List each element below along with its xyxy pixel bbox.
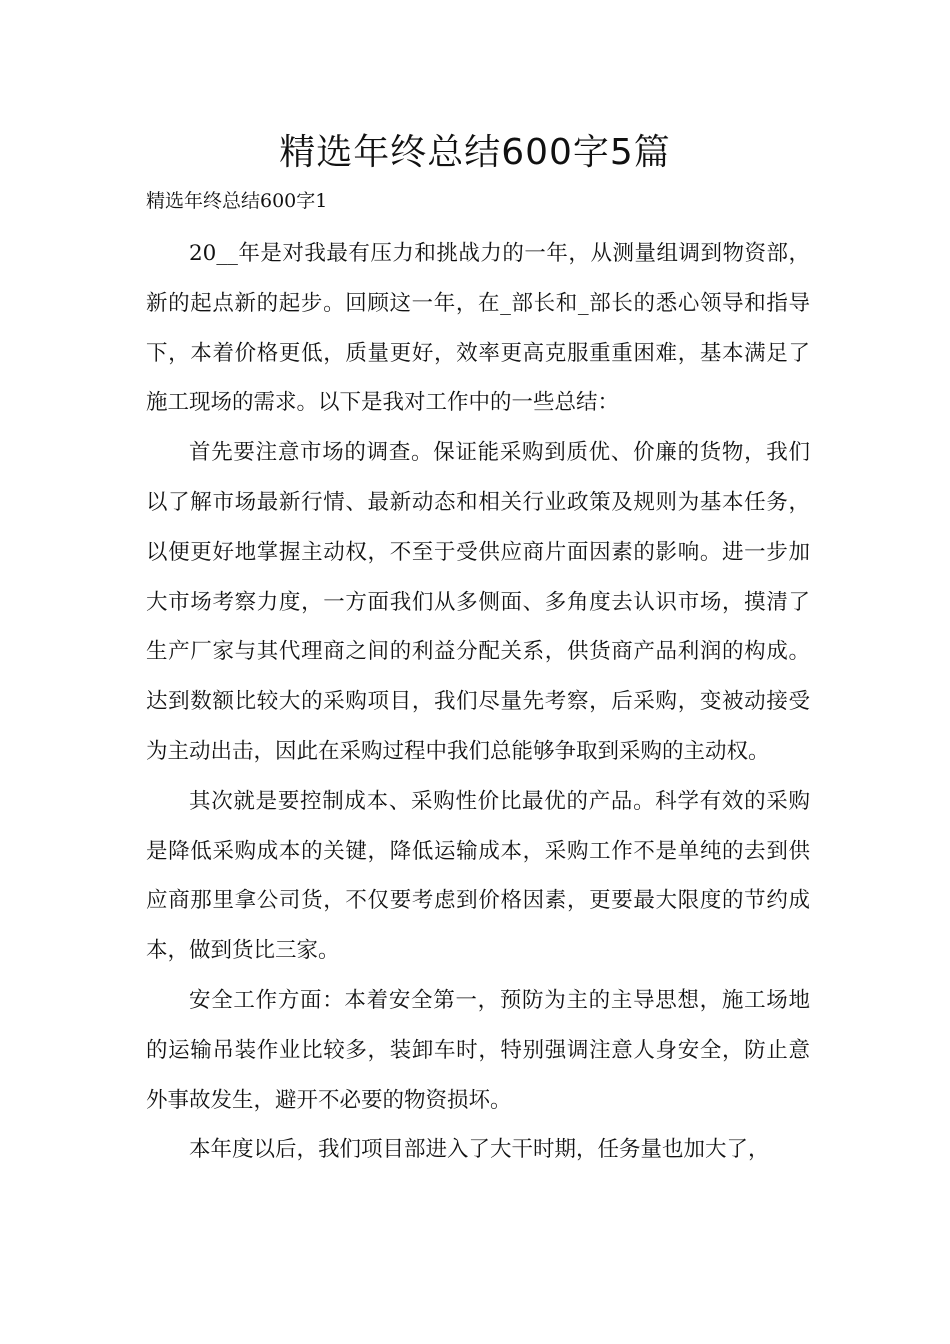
paragraph: 安全工作方面：本着安全第一，预防为主的主导思想，施工场地的运输吊装作业比较多，装卸车时，特别强调注意人身安全，防止意外事故发生，避开不必要的物资损坏。	[146, 987, 810, 1113]
paragraph: 首先要注意市场的调查。保证能采购到质优、价廉的货物，我们以了解市场最新行情、最新动态和相关行业政策及规则为基本任务，以便更好地掌握主动权，不至于受供应商片面因素的影响。进一步加大市场考察力度，一方面我们从多侧面、多角度去认识市场，摸清了生产厂家与其代理商之间的利益分配关系，供货商产品利润的构成。达到数额比较大的采购项目，我们尽量先考察，后采购，变被动接受为主动出击，因此在采购过程中我们总能够争取到采购的主动权。	[146, 440, 810, 764]
section-heading: 精选年终总结600字1	[146, 190, 328, 212]
document-body	[146, 229, 810, 1175]
paragraph: 20__年是对我最有压力和挑战力的一年，从测量组调到物资部，新的起点新的起步。回顾这一年，在_部长和_部长的悉心领导和指导下，本着价格更低，质量更好，效率更高克服重重困难，基本满足了施工现场的需求。以下是我对工作中的一些总结：	[146, 241, 810, 416]
paragraph: 本年度以后，我们项目部进入了大干时期，任务量也加大了，	[189, 1137, 770, 1163]
paragraph: 其次就是要控制成本、采购性价比最优的产品。科学有效的采购是降低采购成本的关键，降低运输成本，采购工作不是单纯的去到供应商那里拿公司货，不仅要考虑到价格因素，更要最大限度的节约成本，做到货比三家。	[146, 788, 810, 964]
document-title: 精选年终总结600字5篇	[279, 132, 671, 173]
